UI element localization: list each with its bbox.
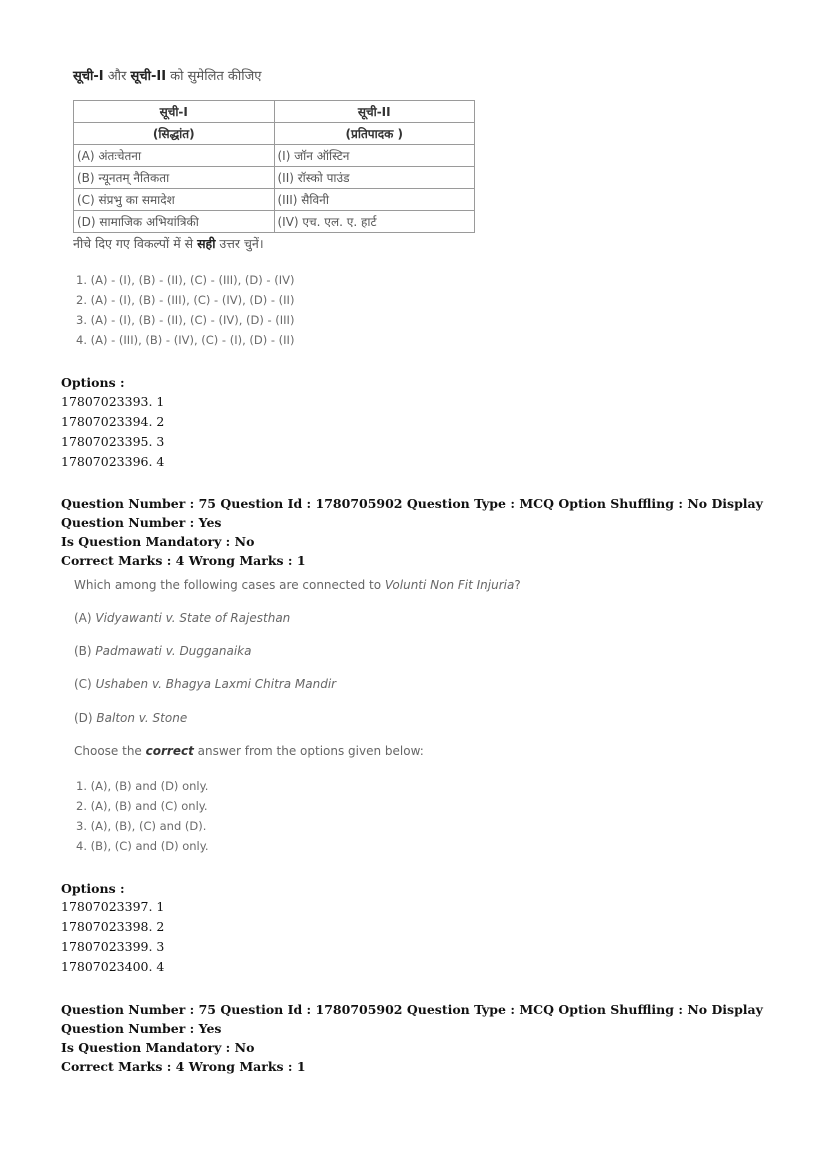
choice-item: 3. (A) - (I), (B) - (II), (C) - (IV), (D) - (III) bbox=[76, 313, 295, 327]
question-3-meta bbox=[61, 1000, 826, 1076]
table-cell: (I) जॉन ऑस्टिन bbox=[274, 145, 475, 167]
case-name: Padmawati v. Dugganaika bbox=[95, 644, 252, 658]
option-id: 17807023397. 1 bbox=[61, 899, 165, 914]
case-label: (D) bbox=[74, 711, 97, 725]
question-2-options bbox=[61, 897, 164, 977]
meta-line: Correct Marks : 4 Wrong Marks : 1 bbox=[61, 1059, 306, 1074]
meta-line: Question Number : 75 Question Id : 1780705902 Question Type : MCQ Option Shuffling : No Display Question Number : Yes bbox=[61, 496, 763, 530]
case-name: Vidyawanti v. State of Rajesthan bbox=[95, 611, 291, 625]
stem-text: Which among the following cases are connected to bbox=[74, 578, 385, 592]
table-row bbox=[74, 167, 475, 189]
case-name: Ushaben v. Bhagya Laxmi Chitra Mandir bbox=[95, 677, 337, 691]
question-1-options bbox=[61, 392, 164, 472]
meta-line: Is Question Mandatory : No bbox=[61, 1040, 255, 1055]
stem-term: Volunti Non Fit Injuria bbox=[384, 578, 515, 592]
table-cell: (A) अंतःचेतना bbox=[74, 145, 275, 167]
option-id: 17807023393. 1 bbox=[61, 394, 165, 409]
option-id: 17807023399. 3 bbox=[61, 939, 165, 954]
matching-table bbox=[73, 100, 475, 233]
question-2-stem bbox=[74, 578, 521, 592]
instruction-text: नीचे दिए गए विकल्पों में से bbox=[73, 236, 198, 251]
table-cell: (C) संप्रभु का समादेश bbox=[74, 189, 275, 211]
option-id: 17807023398. 2 bbox=[61, 919, 165, 934]
table-cell: (IV) एच. एल. ए. हार्ट bbox=[274, 211, 475, 233]
instruction-tail: answer from the options given below: bbox=[193, 744, 424, 758]
case-label: (C) bbox=[74, 677, 96, 691]
subheader-list-2: (प्रतिपादक ) bbox=[274, 123, 475, 145]
case-item bbox=[74, 711, 187, 725]
choice-item: 2. (A) - (I), (B) - (III), (C) - (IV), (D) - (II) bbox=[76, 293, 295, 307]
case-item bbox=[74, 677, 336, 691]
question-2-choices bbox=[76, 776, 209, 856]
question-1-choices bbox=[76, 270, 294, 350]
table-cell: (B) न्यूनतम् नैतिकता bbox=[74, 167, 275, 189]
options-label bbox=[61, 879, 125, 898]
question-1-intro bbox=[73, 66, 262, 84]
instruction-text: Choose the bbox=[74, 744, 146, 758]
meta-line: Correct Marks : 4 Wrong Marks : 1 bbox=[61, 553, 306, 568]
header-list-2: सूची-II bbox=[274, 101, 475, 123]
choice-item: 4. (B), (C) and (D) only. bbox=[76, 839, 209, 853]
meta-line: Is Question Mandatory : No bbox=[61, 534, 255, 549]
table-header-row bbox=[74, 101, 475, 123]
stem-tail: ? bbox=[514, 578, 521, 592]
intro-tail: को सुमेलित कीजिए bbox=[166, 69, 262, 84]
question-1-instruction bbox=[73, 235, 264, 252]
intro-connector: और bbox=[103, 69, 131, 84]
subheader-list-1: (सिद्धांत) bbox=[74, 123, 275, 145]
option-id: 17807023400. 4 bbox=[61, 959, 165, 974]
list-1-label: सूची-I bbox=[73, 69, 104, 84]
list-2-label: सूची-II bbox=[130, 69, 167, 84]
option-id: 17807023395. 3 bbox=[61, 434, 165, 449]
choice-item: 1. (A) - (I), (B) - (II), (C) - (III), (D) - (IV) bbox=[76, 273, 295, 287]
meta-line: Question Number : 75 Question Id : 1780705902 Question Type : MCQ Option Shuffling : No Display Question Number : Yes bbox=[61, 1002, 763, 1036]
choice-item: 2. (A), (B) and (C) only. bbox=[76, 799, 208, 813]
instruction-emphasis: सही bbox=[197, 236, 216, 251]
option-id: 17807023394. 2 bbox=[61, 414, 165, 429]
table-row bbox=[74, 145, 475, 167]
table-subheader-row bbox=[74, 123, 475, 145]
table-row bbox=[74, 211, 475, 233]
instruction-emphasis: correct bbox=[145, 744, 194, 758]
table-row bbox=[74, 189, 475, 211]
instruction-tail: उत्तर चुनें। bbox=[215, 236, 264, 251]
options-label-text: Options : bbox=[61, 881, 125, 896]
question-2-meta bbox=[61, 494, 826, 570]
options-label-text: Options : bbox=[61, 375, 125, 390]
case-name: Balton v. Stone bbox=[96, 711, 188, 725]
case-label: (A) bbox=[74, 611, 96, 625]
table-cell: (II) रॉस्को पाउंड bbox=[274, 167, 475, 189]
options-label bbox=[61, 373, 125, 392]
option-id: 17807023396. 4 bbox=[61, 454, 165, 469]
header-list-1: सूची-I bbox=[74, 101, 275, 123]
case-label: (B) bbox=[74, 644, 96, 658]
choice-item: 1. (A), (B) and (D) only. bbox=[76, 779, 209, 793]
case-item bbox=[74, 611, 290, 625]
choice-item: 3. (A), (B), (C) and (D). bbox=[76, 819, 207, 833]
case-item bbox=[74, 644, 251, 658]
question-2-instruction bbox=[74, 744, 424, 758]
table-cell: (D) सामाजिक अभियांत्रिकी bbox=[74, 211, 275, 233]
table-cell: (III) सैविनी bbox=[274, 189, 475, 211]
choice-item: 4. (A) - (III), (B) - (IV), (C) - (I), (D) - (II) bbox=[76, 333, 295, 347]
